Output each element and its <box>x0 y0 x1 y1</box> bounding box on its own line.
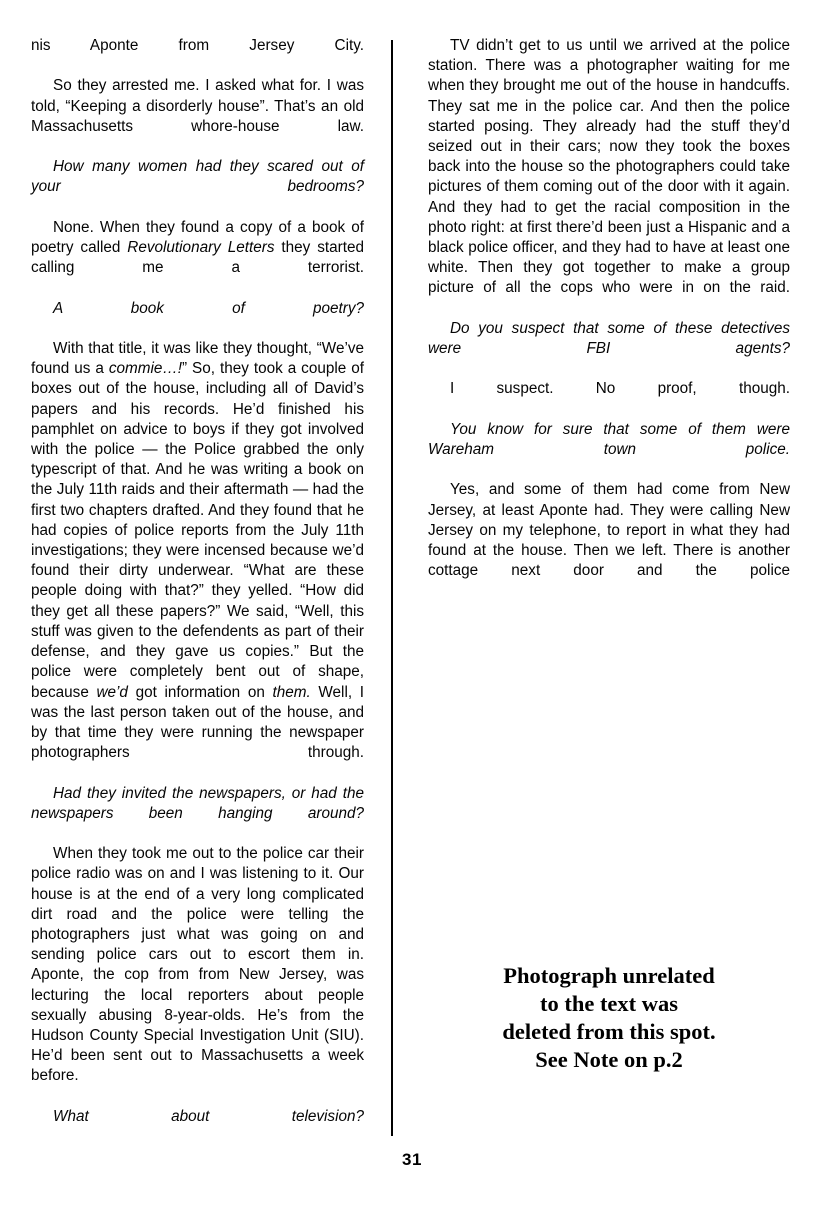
photo-note-line: See Note on p.2 <box>535 1047 683 1072</box>
italic-run: we’d <box>96 683 128 701</box>
roman-run: they started calling me a terrorist. <box>31 239 364 277</box>
text-column-left <box>31 36 364 1147</box>
italic-run: them. <box>272 683 311 701</box>
roman-run: With that title, it was like they thought, “We’ve found us a <box>31 340 364 378</box>
photo-removed-note <box>428 962 790 1074</box>
paragraph-question: What about television? <box>53 1107 364 1125</box>
paragraph-answer <box>31 218 364 299</box>
italic-run: Revolutionary Letters <box>127 239 275 257</box>
paragraph-question: A book of poetry? <box>53 299 364 317</box>
paragraph-question: Had they invited the newspapers, or had the newspapers been hanging around? <box>31 784 364 822</box>
paragraph-answer: I suspect. No proof, though. <box>450 380 790 398</box>
page-number: 31 <box>402 1150 422 1169</box>
roman-run: Well, I was the last person taken out of the house, and by that time they were running the newspaper photographers through. <box>31 683 365 762</box>
paragraph-answer: Yes, and some of them had come from New Jersey, at least Aponte had. They were calling New Jersey on my telephone, to report in what they had found at the house. Then we left. There is another cottage next door and the police <box>428 481 790 580</box>
text-column-right <box>428 36 790 602</box>
paragraph-question: You know for sure that some of them were Wareham town police. <box>428 420 790 459</box>
paragraph-answer <box>31 339 364 783</box>
roman-run: None. When they found a copy of a book of poetry called <box>31 218 364 257</box>
photo-note-line: to the text was <box>539 991 679 1016</box>
photo-note-line: deleted from this spot. <box>502 1019 716 1044</box>
roman-run: got information on <box>127 683 273 701</box>
paragraph-continued: nis Aponte from Jersey City. <box>31 37 364 54</box>
paragraph-answer: When they took me out to the police car their police radio was on and I was listening to it. Our house is at the end of a very long complicated dirt road and the police were telling the photographers just what was going on and sending police cars out to escort them in. Aponte, the cop from from New Jersey, was lecturing the local reporters about people sexually abusing 8-year-olds. He’s from the Hudson County Special Investigation Unit (SIU). He’d been sent out to Massachusetts a week before. <box>31 845 364 1085</box>
paragraph-answer: So they arrested me. I asked what for. I was told, “Keeping a disorderly house”. That’s an old Massachusetts whore-house law. <box>31 77 364 135</box>
paragraph-answer: TV didn’t get to us until we arrived at the police station. There was a photographer waiting for me when they brought me out of the house in handcuffs. They sat me in the police car. And then the police started posing. They already had the stuff they’d seized out in their cars; now they took the boxes back into the house so the photographers could take pictures of them coming out of the door with it again. And they had to get the racial composition in the photo right: at first there’d been just a Hispanic and a black police officer, and they had to have at least one white. Then they got together to make a group picture of all the cops who were in on the raid. <box>428 37 790 297</box>
column-divider-rule <box>391 40 393 1136</box>
paragraph-question: Do you suspect that some of these detectives were FBI agents? <box>428 319 790 358</box>
italic-run: commie…! <box>108 360 182 378</box>
roman-run: ” So, they took a couple of boxes out of the house, including all of David’s papers and his records. He’d finished his pamphlet on advice to boys if they got involved with the police — the Police grabbed the only typescript of that. And he was writing a book on the July 11th raids and their aftermath — had the first two chapters drafted. And they found that he had copies of police reports from the July 11th investigations; they were incensed because we’d found their dirty underwear. “What are these people doing with that?” they yelled. “How did they get all these papers?” We said, “Well, this stuff was given to the defendents as part of their defense, and they gave us copies.” But the police were completely bent out of shape, because <box>31 360 364 701</box>
photo-note-line: Photograph unrelated <box>503 963 715 988</box>
paragraph-question: How many women had they scared out of your bedrooms? <box>31 158 364 196</box>
